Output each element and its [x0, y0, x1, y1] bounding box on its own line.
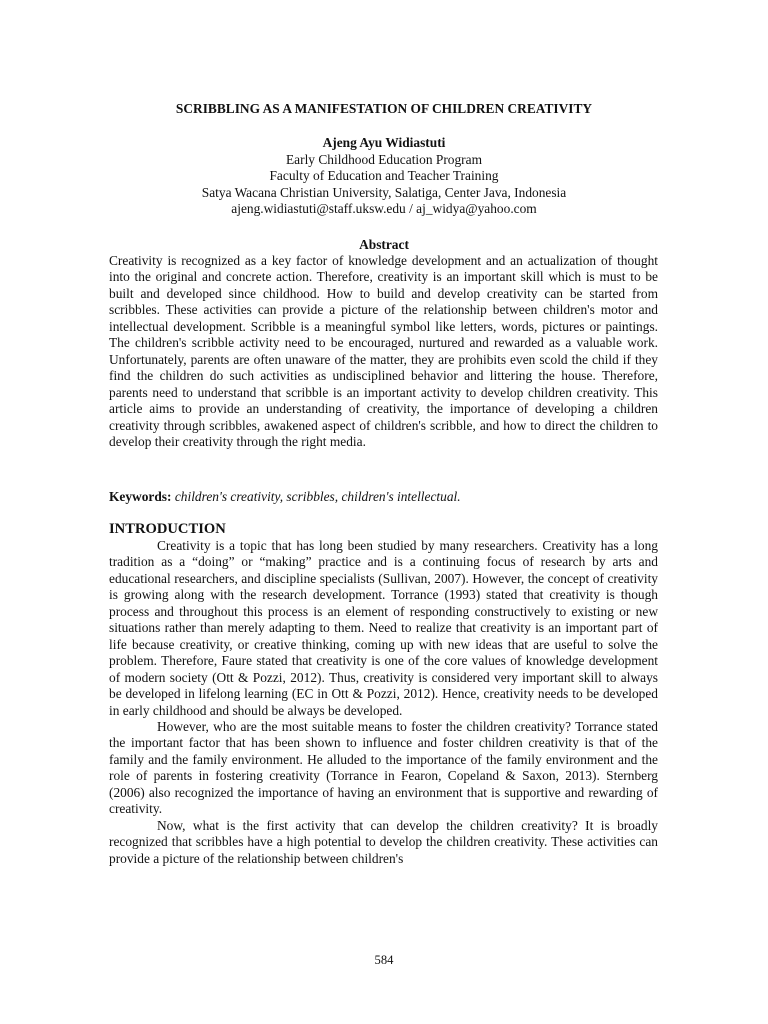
page-number: 584: [374, 953, 394, 967]
intro-paragraph-3: Now, what is the first activity that can develop the children creativity? It is broadly recognized that scribbles have a high potential to develop the children creativity. These activities can provide a picture of the relationship between children's: [109, 817, 658, 866]
intro-paragraph-1: Creativity is a topic that has long been studied by many researchers. Creativity has a long tradition as a “doing” or “making” practice and is a continuing focus of research by arts and educational researchers, and discipline specialists (Sullivan, 2007). However, the concept of creativity is growing along with the research development. Torrance (1993) stated that creativity is though process and throughout this process is an element of responding constructively to existing or new situations rather than merely adapting to them. Need to realize that creativity is an important part of life because creativity, or creative thinking, coming up with new ideas that are useful to solve the problem. Therefore, Faure stated that creativity is one of the core values of knowledge development of modern society (Ott & Pozzi, 2012). Thus, creativity is considered very important skill to always be developed in lifelong learning (EC in Ott & Pozzi, 2012). Hence, creativity needs to be developed in early childhood and should be always be developed.: [109, 538, 658, 718]
paper-title: SCRIBBLING AS A MANIFESTATION OF CHILDREN CREATIVITY: [175, 101, 593, 116]
keywords-text: children's creativity, scribbles, children's intellectual.: [174, 489, 461, 504]
author-email: ajeng.widiastuti@staff.uksw.edu / aj_widya@yahoo.com: [231, 201, 537, 217]
author-block: [0, 135, 768, 218]
author-name: Ajeng Ayu Widiastuti: [322, 135, 446, 150]
keywords-label: Keywords:: [109, 489, 172, 504]
introduction-body: [109, 538, 658, 867]
abstract-heading: Abstract: [359, 237, 409, 252]
affiliation-faculty: Faculty of Education and Teacher Training: [269, 168, 499, 184]
keywords-line: [109, 489, 658, 506]
introduction-heading: INTRODUCTION: [109, 521, 226, 537]
abstract-body: [109, 253, 658, 450]
affiliation-university: Satya Wacana Christian University, Salatiga, Center Java, Indonesia: [201, 184, 567, 200]
affiliation-program: Early Childhood Education Program: [286, 151, 482, 167]
intro-paragraph-2: However, who are the most suitable means to foster the children creativity? Torrance stated the important factor that has been shown to influence and foster children creativity is that of the family and the family environment. He alluded to the importance of the family environment and the role of parents in fostering creativity (Torrance in Fearon, Copeland & Saxon, 2013). Sternberg (2006) also recognized the importance of having an environment that is supportive and rewarding of creativity.: [109, 718, 658, 817]
abstract-text: Creativity is recognized as a key factor of knowledge development and an actualization of thought into the original and concrete action. Therefore, creativity is an important skill which is must to be built and developed since childhood. How to build and develop creativity can be started from scribbles. These activities can provide a picture of the relationship between children's motor and intellectual development. Scribble is a meaningful symbol like letters, words, pictures or paintings. The children's scribble activity need to be encouraged, nurtured and rewarded as a valuable work. Unfortunately, parents are often unaware of the matter, they are prohibits even scold the child if they find the children do such activities as undisciplined behavior and littering the house. Therefore, parents need to understand that scribble is an important activity to develop children creativity. This article aims to provide an understanding of creativity, the importance of developing a children creativity through scribbles, awakened aspect of children's scribble, and how to direct the children to develop their creativity through the right media.: [109, 253, 658, 449]
